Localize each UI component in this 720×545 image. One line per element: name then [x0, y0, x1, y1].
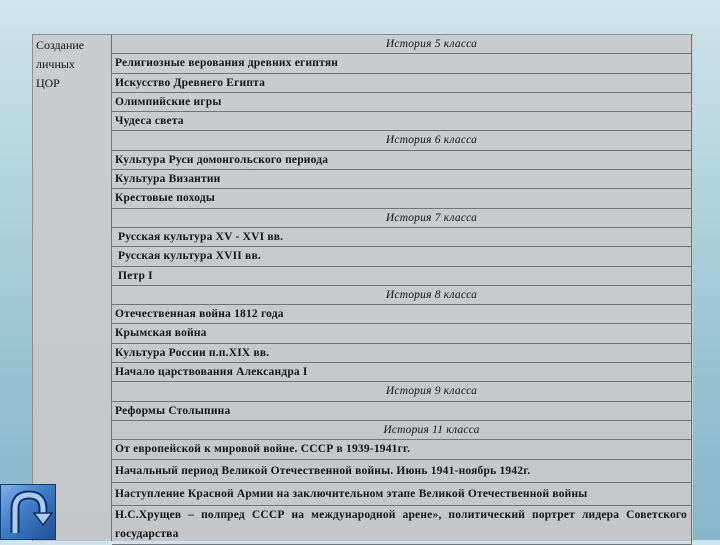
grade-heading: История 9 класса	[112, 382, 692, 401]
resource-item[interactable]: Культура Византии	[112, 170, 692, 189]
resource-item[interactable]: Олимпийские игры	[112, 93, 692, 112]
resource-item[interactable]: Чудеса света	[112, 112, 692, 131]
slide-table	[32, 34, 693, 541]
grade-heading: История 8 класса	[112, 286, 692, 305]
resource-item[interactable]: Отечественная война 1812 года	[112, 305, 692, 324]
resource-list	[112, 35, 692, 545]
grade-heading: История 6 класса	[112, 131, 692, 150]
resource-item[interactable]: Начало царствования Александра I	[112, 363, 692, 382]
grade-heading: История 7 класса	[112, 209, 692, 228]
resource-item[interactable]: Русская культура XV - XVI вв.	[112, 228, 692, 247]
resource-item[interactable]: Петр I	[112, 267, 692, 286]
grade-heading: История 5 класса	[112, 35, 692, 54]
resource-item[interactable]: Реформы Столыпина	[112, 402, 692, 421]
resource-item[interactable]: Культура России п.п.XIX вв.	[112, 344, 692, 363]
resource-item[interactable]: Наступление Красной Армии на заключительном этапе Великой Отечественной войны	[112, 483, 692, 506]
resource-item[interactable]: Религиозные верования древних египтян	[112, 54, 692, 73]
resource-item[interactable]: Крымская война	[112, 324, 692, 343]
resource-item[interactable]: Крестовые походы	[112, 189, 692, 208]
resource-item[interactable]: Русская культура XVII вв.	[112, 247, 692, 266]
resource-item[interactable]: Начальный период Великой Отечественной войны. Июнь 1941-ноябрь 1942г.	[112, 460, 692, 483]
resource-item[interactable]: От европейской к мировой войне. СССР в 1939-1941гг.	[112, 440, 692, 459]
topic-line-1: Создание	[36, 38, 85, 52]
topic-line-3: ЦОР	[36, 76, 60, 90]
back-button[interactable]	[0, 484, 56, 540]
resource-item[interactable]: Искусство Древнего Египта	[112, 74, 692, 93]
topic-column	[33, 35, 112, 541]
resource-item[interactable]: Н.С.Хрущев – полпред СССР на международной арене», политический портрет лидера Советского государства	[112, 506, 692, 545]
resource-item[interactable]: Культура Руси домонгольского периода	[112, 151, 692, 170]
grade-heading: История 11 класса	[112, 421, 692, 440]
u-turn-arrow-icon	[1, 485, 57, 541]
topic-line-2: личных	[36, 57, 75, 71]
